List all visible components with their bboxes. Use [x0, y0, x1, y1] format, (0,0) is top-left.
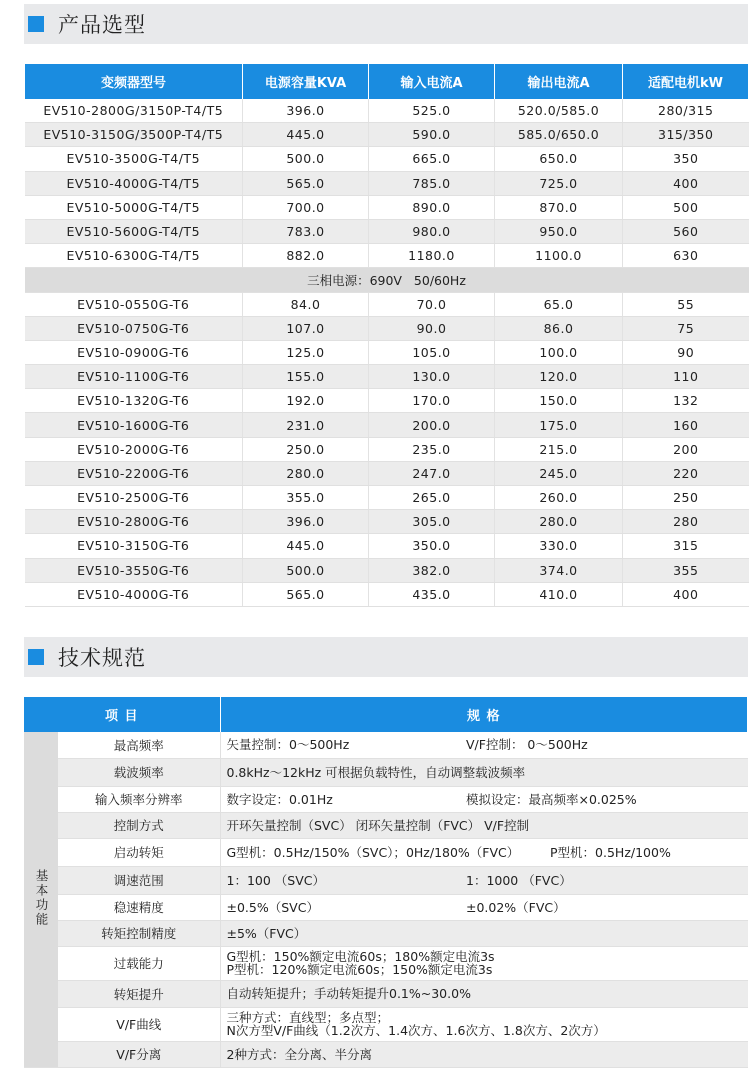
model-cell: EV510-2800G-T6 [25, 510, 243, 534]
spec-item-value: G型机：0.5Hz/150%（SVC）；0Hz/180%（FVC） [220, 838, 460, 866]
spec-value-line: 自动转矩提升；手动转矩提升0.1%~30.0% [226, 986, 471, 1001]
spec-value-line: 2种方式：全分离、半分离 [226, 1046, 372, 1062]
model-cell: EV510-6300G-T4/T5 [25, 244, 243, 268]
input-current-cell: 90.0 [369, 316, 495, 340]
power-kva-cell: 155.0 [243, 365, 369, 389]
table-row [25, 510, 749, 534]
table-row [25, 171, 749, 195]
motor-kw-cell: 500 [623, 195, 749, 219]
model-cell: EV510-1100G-T6 [25, 365, 243, 389]
motor-kw-cell: 110 [623, 365, 749, 389]
spec-item-value-secondary: P型机：0.5Hz/100% [460, 838, 748, 866]
power-kva-cell: 445.0 [243, 534, 369, 558]
power-kva-cell: 84.0 [243, 292, 369, 316]
table-row [24, 732, 748, 758]
spec-item-value: 1：100 （SVC） [220, 866, 460, 894]
category-label-text: 基本功能 [34, 868, 49, 927]
output-current-cell: 650.0 [495, 147, 623, 171]
table-row [25, 147, 749, 171]
power-kva-cell: 882.0 [243, 244, 369, 268]
motor-kw-cell: 400 [623, 582, 749, 606]
model-cell: EV510-3150G/3500P-T4/T5 [25, 123, 243, 147]
power-kva-cell: 500.0 [243, 147, 369, 171]
input-current-cell: 70.0 [369, 292, 495, 316]
model-cell: EV510-2000G-T6 [25, 437, 243, 461]
spec-item-value [220, 946, 748, 980]
section-title: 技术规范 [58, 646, 146, 670]
table-row [25, 437, 749, 461]
spec-value-line: ±5%（FVC） [226, 925, 307, 941]
model-cell: EV510-2200G-T6 [25, 461, 243, 485]
table-row [24, 1007, 748, 1041]
output-current-cell: 870.0 [495, 195, 623, 219]
output-current-cell: 120.0 [495, 365, 623, 389]
spec-item-value [220, 1007, 748, 1041]
input-current-cell: 265.0 [369, 486, 495, 510]
power-kva-cell: 445.0 [243, 123, 369, 147]
table-row [25, 123, 749, 147]
spec-item-value [220, 920, 748, 946]
spec-item-name: 最高频率 [58, 732, 220, 758]
output-current-cell: 86.0 [495, 316, 623, 340]
output-current-cell: 245.0 [495, 461, 623, 485]
output-current-cell: 950.0 [495, 219, 623, 243]
output-current-cell: 520.0/585.0 [495, 99, 623, 123]
table-row [24, 980, 748, 1007]
motor-kw-cell: 220 [623, 461, 749, 485]
table-row [25, 389, 749, 413]
motor-kw-cell: 90 [623, 340, 749, 364]
group-row [25, 268, 749, 292]
model-cell: EV510-5600G-T4/T5 [25, 219, 243, 243]
table-row [25, 219, 749, 243]
spec-item-name: 调速范围 [58, 866, 220, 894]
table-row [24, 866, 748, 894]
motor-kw-cell: 280/315 [623, 99, 749, 123]
col-header-model: 变频器型号 [25, 64, 243, 99]
spec-value-line: P型机：120%额定电流60s；150%额定电流3s [226, 962, 493, 977]
model-cell: EV510-2500G-T6 [25, 486, 243, 510]
spec-item-value: 数字设定：0.01Hz [220, 786, 460, 812]
model-cell: EV510-4000G-T6 [25, 582, 243, 606]
model-cell: EV510-0900G-T6 [25, 340, 243, 364]
spec-item-value-secondary: 1：1000 （FVC） [460, 866, 748, 894]
output-current-cell: 260.0 [495, 486, 623, 510]
output-current-cell: 1100.0 [495, 244, 623, 268]
input-current-cell: 382.0 [369, 558, 495, 582]
table-row [25, 195, 749, 219]
motor-kw-cell: 160 [623, 413, 749, 437]
table-row [25, 558, 749, 582]
col-header-motor-kw: 适配电机kW [623, 64, 749, 99]
table-row [24, 786, 748, 812]
model-cell: EV510-2800G/3150P-T4/T5 [25, 99, 243, 123]
col-header-output-current: 输出电流A [495, 64, 623, 99]
spec-item-value [220, 980, 748, 1007]
spec-item-value: 矢量控制：0～500Hz [220, 732, 460, 758]
power-kva-cell: 700.0 [243, 195, 369, 219]
model-cell: EV510-3550G-T6 [25, 558, 243, 582]
table-row [24, 1041, 748, 1067]
col-header-input-current: 输入电流A [369, 64, 495, 99]
input-current-cell: 1180.0 [369, 244, 495, 268]
output-current-cell: 725.0 [495, 171, 623, 195]
input-current-cell: 525.0 [369, 99, 495, 123]
spec-value-line: 0.8kHz～12kHz 可根据负载特性，自动调整载波频率 [226, 764, 526, 780]
spec-item-name: 过载能力 [58, 946, 220, 980]
section-header-spec [24, 637, 748, 677]
model-cell: EV510-3500G-T4/T5 [25, 147, 243, 171]
spec-table [24, 697, 748, 1068]
table-row [25, 292, 749, 316]
spec-item-name: 转矩提升 [58, 980, 220, 1007]
motor-kw-cell: 132 [623, 389, 749, 413]
input-current-cell: 130.0 [369, 365, 495, 389]
section-title: 产品选型 [58, 13, 146, 37]
model-cell: EV510-1600G-T6 [25, 413, 243, 437]
spec-item-value-secondary: V/F控制： 0～500Hz [460, 732, 748, 758]
section-header-product [24, 4, 748, 44]
col-header-spec: 规 格 [220, 697, 748, 732]
product-table [24, 64, 749, 607]
table-row [25, 244, 749, 268]
input-current-cell: 665.0 [369, 147, 495, 171]
input-current-cell: 350.0 [369, 534, 495, 558]
motor-kw-cell: 560 [623, 219, 749, 243]
table-row [25, 413, 749, 437]
model-cell: EV510-5000G-T4/T5 [25, 195, 243, 219]
table-row [24, 812, 748, 838]
input-current-cell: 890.0 [369, 195, 495, 219]
spec-item-value [220, 1041, 748, 1067]
spec-item-value [220, 812, 748, 838]
power-kva-cell: 250.0 [243, 437, 369, 461]
power-kva-cell: 500.0 [243, 558, 369, 582]
output-current-cell: 410.0 [495, 582, 623, 606]
section-marker-icon [28, 16, 44, 32]
output-current-cell: 150.0 [495, 389, 623, 413]
model-cell: EV510-1320G-T6 [25, 389, 243, 413]
power-kva-cell: 565.0 [243, 582, 369, 606]
table-row [25, 486, 749, 510]
spec-value-line: 三种方式：直线型；多点型； [226, 1010, 390, 1025]
table-row [24, 920, 748, 946]
output-current-cell: 215.0 [495, 437, 623, 461]
motor-kw-cell: 315/350 [623, 123, 749, 147]
output-current-cell: 374.0 [495, 558, 623, 582]
model-cell: EV510-0750G-T6 [25, 316, 243, 340]
power-kva-cell: 565.0 [243, 171, 369, 195]
spec-value-line: G型机：150%额定电流60s；180%额定电流3s [226, 949, 495, 964]
table-header-row [25, 64, 749, 99]
input-current-cell: 785.0 [369, 171, 495, 195]
input-current-cell: 200.0 [369, 413, 495, 437]
output-current-cell: 175.0 [495, 413, 623, 437]
motor-kw-cell: 630 [623, 244, 749, 268]
input-current-cell: 435.0 [369, 582, 495, 606]
power-kva-cell: 231.0 [243, 413, 369, 437]
spec-item-value-secondary: 模拟设定：最高频率×0.025% [460, 786, 748, 812]
table-row [24, 894, 748, 920]
table-row [24, 838, 748, 866]
table-row [25, 99, 749, 123]
section-marker-icon [28, 649, 44, 665]
motor-kw-cell: 200 [623, 437, 749, 461]
input-current-cell: 247.0 [369, 461, 495, 485]
input-current-cell: 590.0 [369, 123, 495, 147]
output-current-cell: 330.0 [495, 534, 623, 558]
spec-item-name: 载波频率 [58, 758, 220, 786]
spec-item-value [220, 758, 748, 786]
table-row [25, 316, 749, 340]
power-supply-group-label: 三相电源：690V 50/60Hz [25, 268, 749, 292]
output-current-cell: 100.0 [495, 340, 623, 364]
spec-item-name: 控制方式 [58, 812, 220, 838]
input-current-cell: 105.0 [369, 340, 495, 364]
motor-kw-cell: 75 [623, 316, 749, 340]
model-cell: EV510-4000G-T4/T5 [25, 171, 243, 195]
output-current-cell: 585.0/650.0 [495, 123, 623, 147]
table-row [25, 461, 749, 485]
spec-value-line: N次方型V/F曲线（1.2次方、1.4次方、1.6次方、1.8次方、2次方） [226, 1023, 606, 1038]
spec-value-line: 开环矢量控制（SVC） 闭环矢量控制（FVC） V/F控制 [226, 817, 530, 833]
motor-kw-cell: 250 [623, 486, 749, 510]
spec-item-name: 稳速精度 [58, 894, 220, 920]
table-row [25, 582, 749, 606]
power-kva-cell: 280.0 [243, 461, 369, 485]
model-cell: EV510-0550G-T6 [25, 292, 243, 316]
spec-item-name: V/F分离 [58, 1041, 220, 1067]
model-cell: EV510-3150G-T6 [25, 534, 243, 558]
category-label [24, 732, 58, 1067]
output-current-cell: 65.0 [495, 292, 623, 316]
motor-kw-cell: 315 [623, 534, 749, 558]
table-row [24, 758, 748, 786]
spec-item-name: 输入频率分辨率 [58, 786, 220, 812]
table-row [25, 534, 749, 558]
input-current-cell: 170.0 [369, 389, 495, 413]
motor-kw-cell: 350 [623, 147, 749, 171]
table-row [25, 365, 749, 389]
motor-kw-cell: 280 [623, 510, 749, 534]
input-current-cell: 980.0 [369, 219, 495, 243]
power-kva-cell: 396.0 [243, 510, 369, 534]
input-current-cell: 305.0 [369, 510, 495, 534]
motor-kw-cell: 400 [623, 171, 749, 195]
power-kva-cell: 107.0 [243, 316, 369, 340]
power-kva-cell: 355.0 [243, 486, 369, 510]
table-header-row [24, 697, 748, 732]
col-header-item: 项 目 [24, 697, 220, 732]
power-kva-cell: 125.0 [243, 340, 369, 364]
spec-item-name: V/F曲线 [58, 1007, 220, 1041]
spec-item-name: 启动转矩 [58, 838, 220, 866]
motor-kw-cell: 55 [623, 292, 749, 316]
spec-item-name: 转矩控制精度 [58, 920, 220, 946]
output-current-cell: 280.0 [495, 510, 623, 534]
table-row [24, 946, 748, 980]
spec-item-value-secondary: ±0.02%（FVC） [460, 894, 748, 920]
power-kva-cell: 192.0 [243, 389, 369, 413]
table-row [25, 340, 749, 364]
power-kva-cell: 396.0 [243, 99, 369, 123]
spec-item-value: ±0.5%（SVC） [220, 894, 460, 920]
motor-kw-cell: 355 [623, 558, 749, 582]
col-header-power-kva: 电源容量KVA [243, 64, 369, 99]
power-kva-cell: 783.0 [243, 219, 369, 243]
input-current-cell: 235.0 [369, 437, 495, 461]
